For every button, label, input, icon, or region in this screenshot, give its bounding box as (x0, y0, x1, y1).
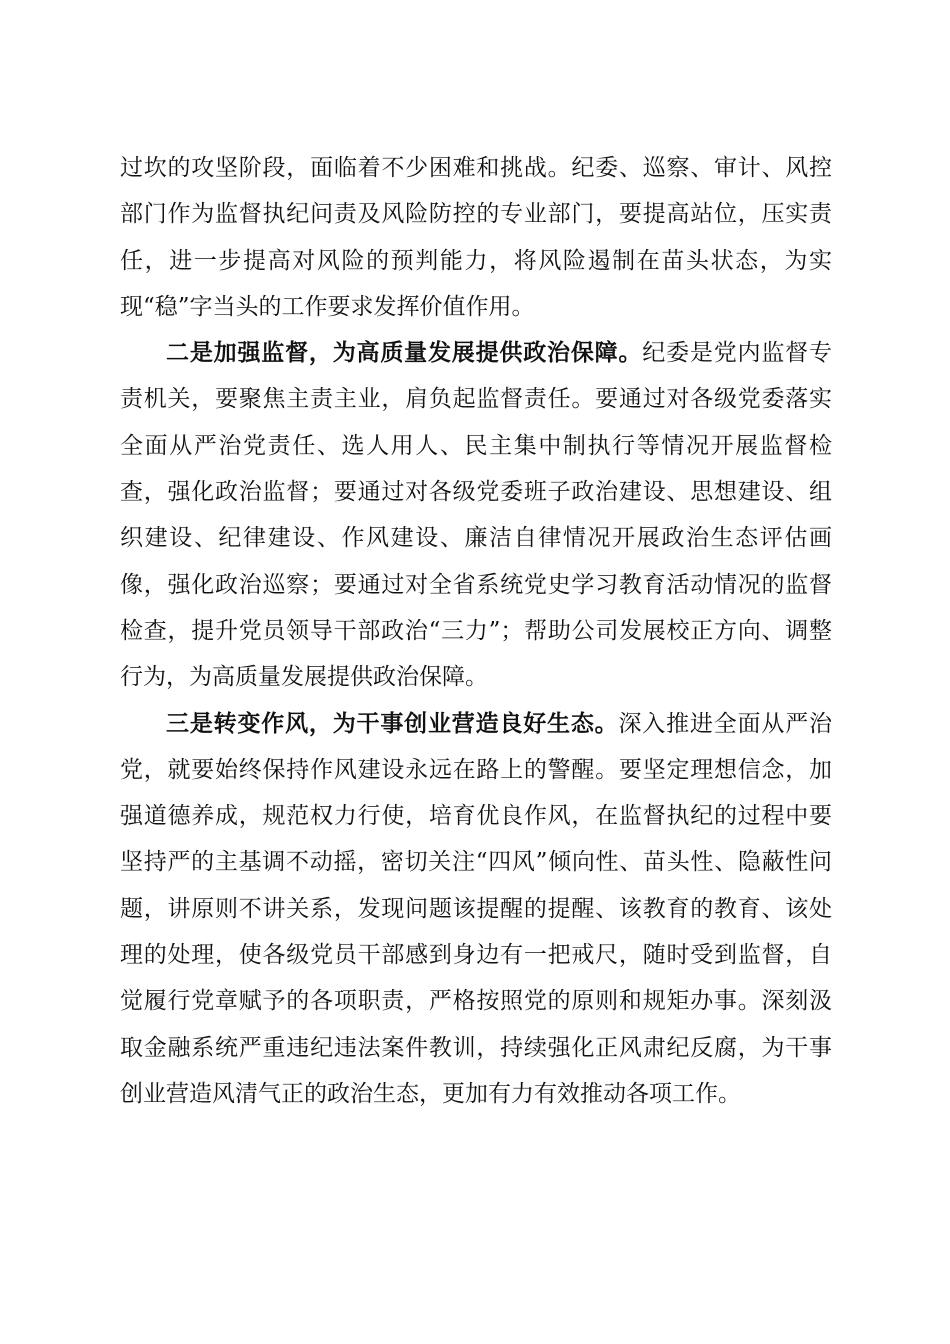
paragraph-supervision-body: 纪委是党内监督专责机关，要聚焦主责主业，肩负起监督责任。要通过对各级党委落实全面从严治党责任、选人用人、民主集中制执行等情况开展监督检查，强化政治监督；要通过对各级党委班子政治建设、思想建设、组织建设、纪律建设、作风建设、廉洁自律情况开展政治生态评估画像，强化政治巡察；要通过对全省系统党史学习教育活动情况的监督检查，提升党员领导干部政治“三力”；帮助公司发展校正方向、调整行为，为高质量发展提供政治保障。 (120, 340, 833, 691)
document-page (120, 145, 832, 1117)
paragraph-work-style-body: 深入推进全面从严治党，就要始终保持作风建设永远在路上的警醒。要坚定理想信念，加强道德养成，规范权力行使，培育优良作风，在监督执纪的过程中要坚持严的主基调不动摇，密切关注“四风”倾向性、苗头性、隐蔽性问题，讲原则不讲关系，发现问题该提醒的提醒、该教育的教育、该处理的处理，使各级党员干部感到身边有一把戒尺，随时受到监督，自觉履行党章赋予的各项职责，严格按照党的原则和规矩办事。深刻汲取金融系统严重违纪违法案件教训，持续强化正风肃纪反腐，为干事创业营造风清气正的政治生态，更加有力有效推动各项工作。 (120, 710, 833, 1107)
paragraph-supervision-heading: 二是加强监督，为高质量发展提供政治保障。 (166, 339, 643, 367)
paragraph-supervision (120, 330, 832, 700)
paragraph-continuation: 过坎的攻坚阶段，面临着不少困难和挑战。纪委、巡察、审计、风控部门作为监督执纪问责及风险防控的专业部门，要提高站位，压实责任，进一步提高对风险的预判能力，将风险遏制在苗头状态，为实现“稳”字当头的工作要求发挥价值作用。 (120, 155, 832, 320)
paragraph-work-style-heading: 三是转变作风，为干事创业营造良好生态。 (166, 709, 619, 737)
paragraph-work-style (120, 701, 832, 1118)
